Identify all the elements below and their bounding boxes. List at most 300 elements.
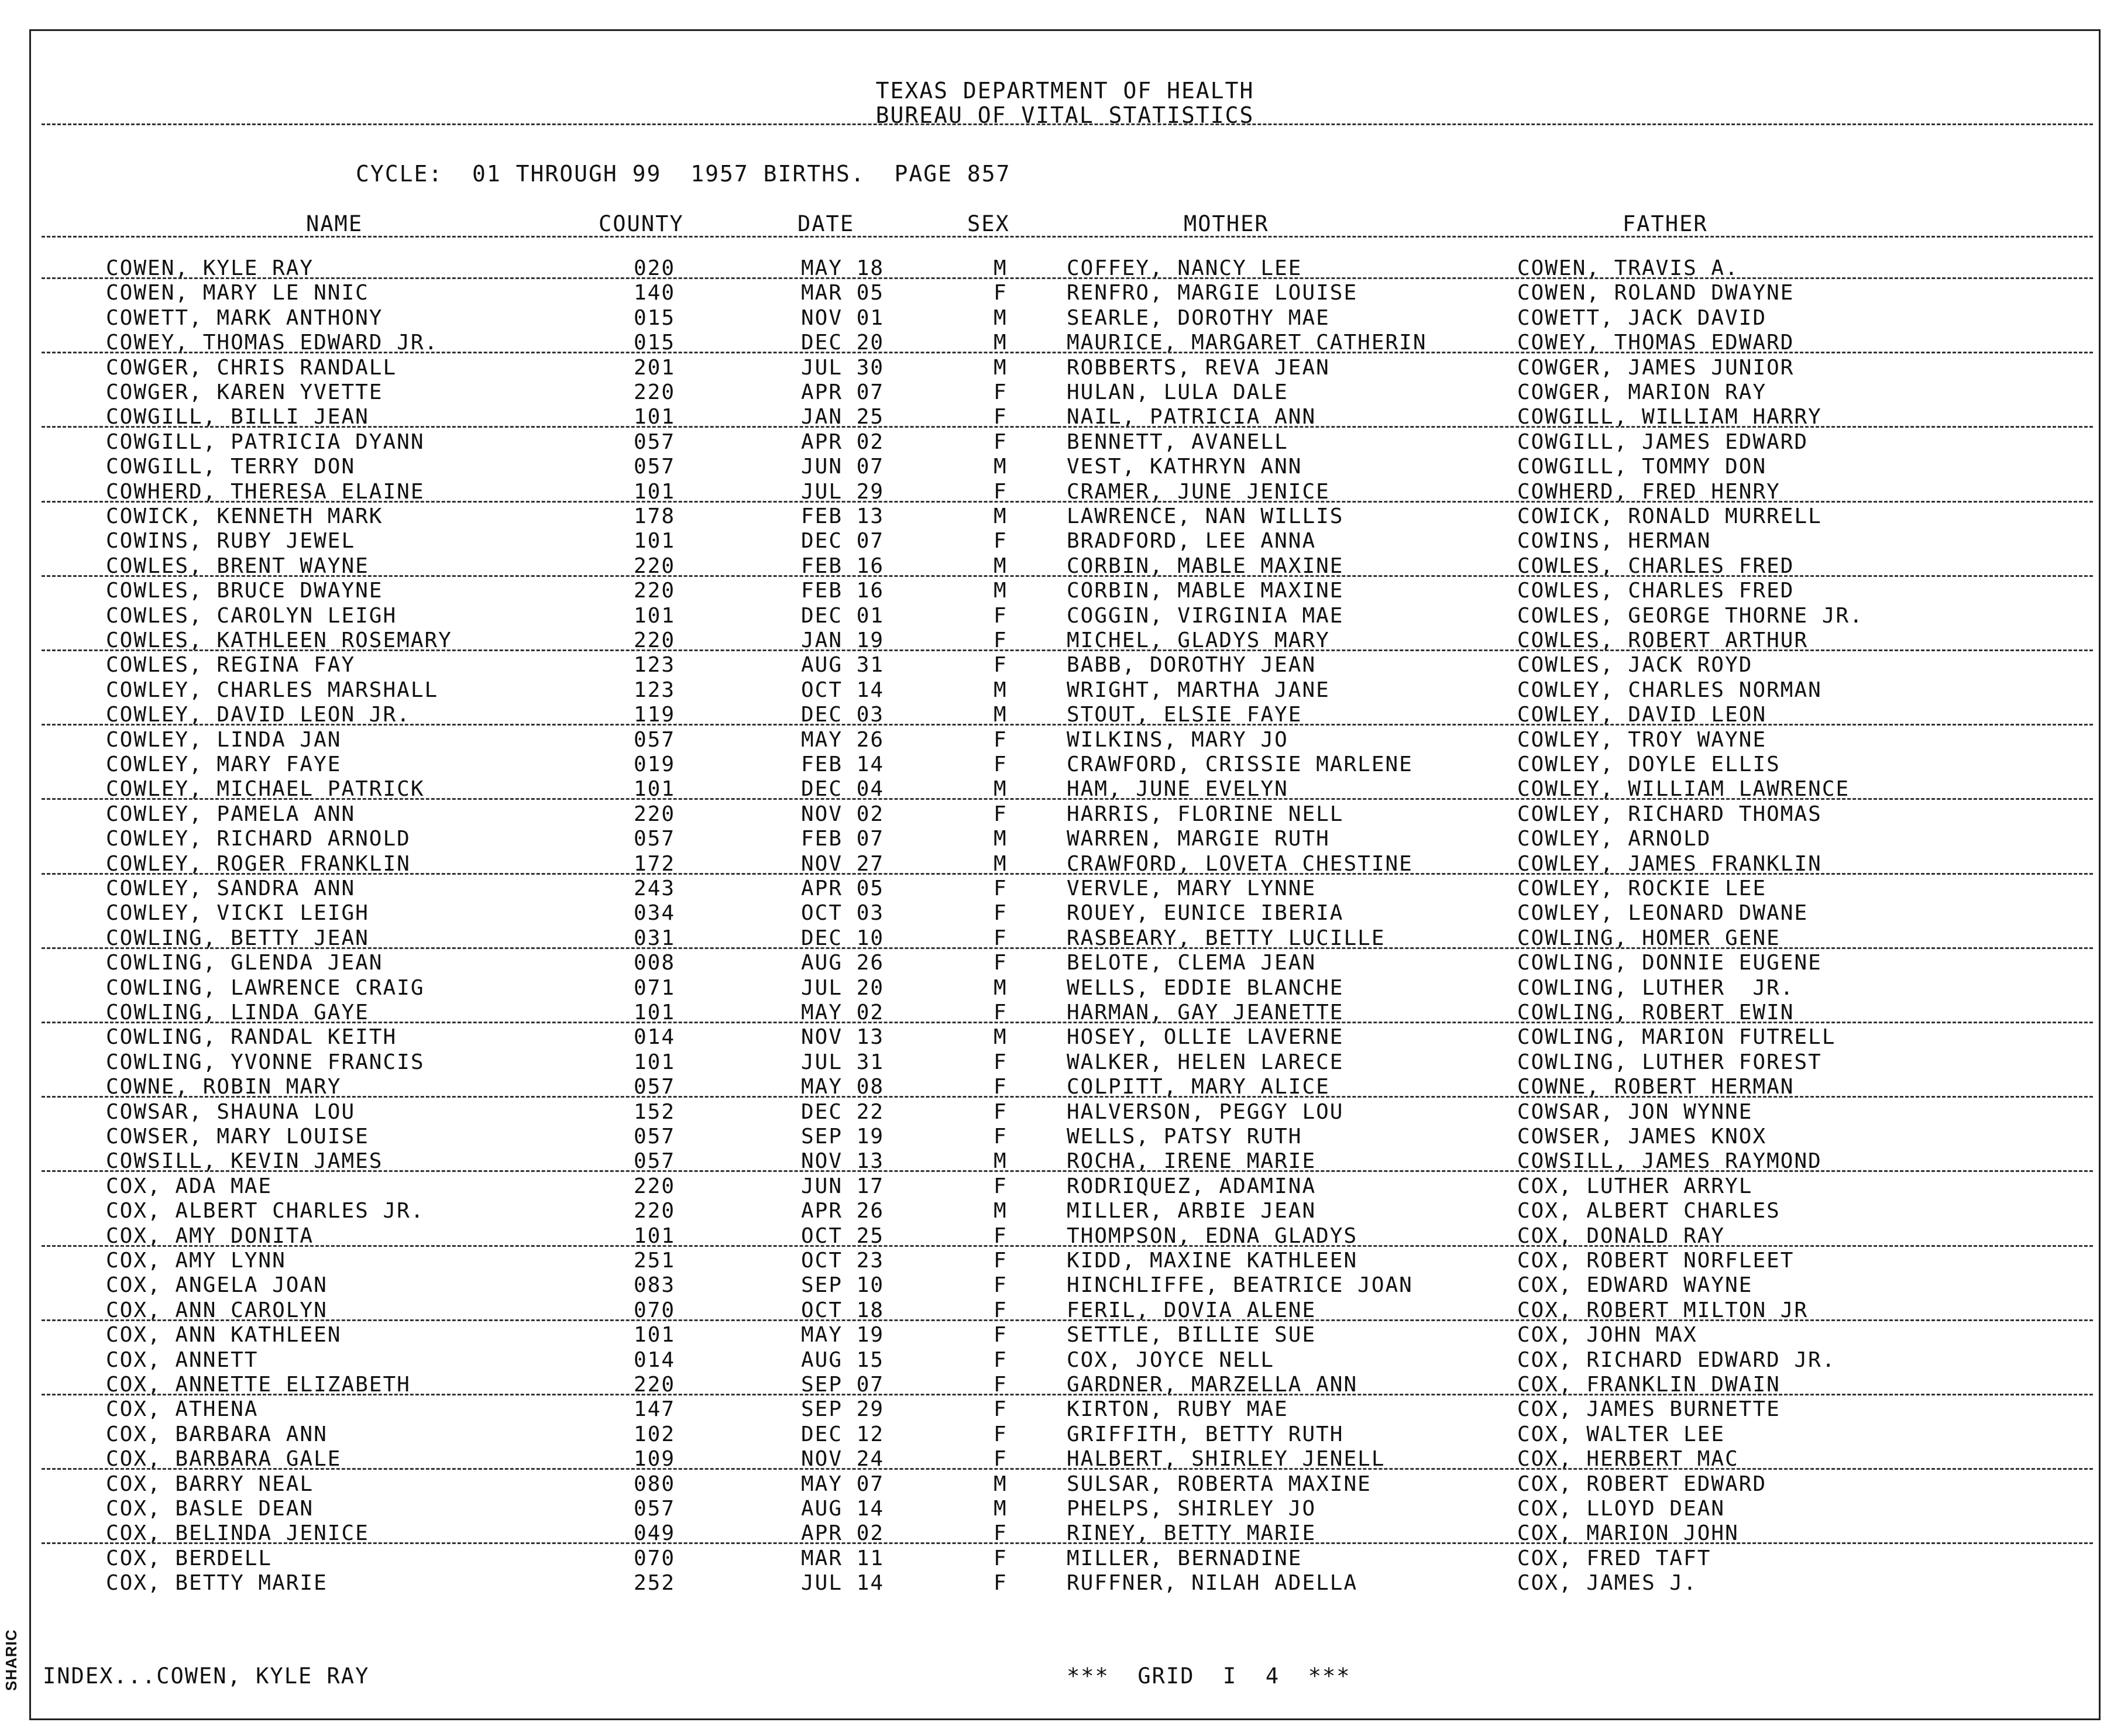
cell-mother: WRIGHT, MARTHA JANE: [1067, 678, 1330, 702]
table-row: [31, 1050, 2099, 1075]
cell-name: COWGER, KAREN YVETTE: [106, 380, 383, 404]
cell-mother: HOSEY, OLLIE LAVERNE: [1067, 1025, 1344, 1050]
column-rule: [42, 236, 2093, 238]
cell-name: COX, BASLE DEAN: [106, 1497, 314, 1521]
cell-date: OCT 25: [801, 1223, 885, 1248]
cell-date: APR 26: [801, 1199, 885, 1223]
cell-father: COWLEY, WILLIAM LAWRENCE: [1517, 777, 1850, 802]
cell-name: COWLING, BETTY JEAN: [106, 926, 369, 950]
cell-mother: VEST, KATHRYN ANN: [1067, 455, 1302, 479]
cell-county: 102: [634, 1422, 676, 1446]
cell-county: 070: [634, 1298, 676, 1322]
cell-mother: COX, JOYCE NELL: [1067, 1347, 1275, 1372]
cell-name: COX, BETTY MARIE: [106, 1571, 328, 1596]
row-separator: [42, 1022, 2093, 1023]
cell-county: 243: [634, 876, 676, 900]
cell-mother: PHELPS, SHIRLEY JO: [1067, 1497, 1316, 1521]
cell-father: COX, ROBERT MILTON JR: [1517, 1298, 1809, 1322]
cell-sex: F: [994, 1174, 1008, 1198]
cell-mother: GRIFFITH, BETTY RUTH: [1067, 1422, 1344, 1446]
cell-father: COX, ROBERT EDWARD: [1517, 1472, 1767, 1496]
cell-mother: HALVERSON, PEGGY LOU: [1067, 1099, 1344, 1124]
cell-county: 057: [634, 455, 676, 479]
cell-father: COWLES, CHARLES FRED: [1517, 554, 1795, 578]
cell-county: 147: [634, 1397, 676, 1422]
cell-mother: ROBBERTS, REVA JEAN: [1067, 355, 1330, 380]
table-row: [31, 827, 2099, 851]
cell-name: COX, BERDELL: [106, 1546, 273, 1570]
cell-date: AUG 14: [801, 1497, 885, 1521]
cell-father: COWGILL, WILLIAM HARRY: [1517, 405, 1822, 429]
cell-father: COWLEY, RICHARD THOMAS: [1517, 802, 1822, 826]
table-row: [31, 876, 2099, 901]
cell-father: COWLEY, JAMES FRANKLIN: [1517, 851, 1822, 876]
cell-father: COX, JAMES BURNETTE: [1517, 1397, 1780, 1422]
cell-mother: SULSAR, ROBERTA MAXINE: [1067, 1472, 1371, 1496]
cell-mother: HARMAN, GAY JEANETTE: [1067, 1001, 1344, 1025]
cell-sex: M: [994, 256, 1008, 280]
row-separator: [42, 873, 2093, 875]
cell-date: AUG 26: [801, 951, 885, 975]
cell-sex: M: [994, 703, 1008, 727]
cell-name: COX, ANN KATHLEEN: [106, 1323, 342, 1347]
cell-name: COWLEY, ROGER FRANKLIN: [106, 851, 411, 876]
cell-date: NOV 13: [801, 1149, 885, 1174]
cell-name: COWNE, ROBIN MARY: [106, 1075, 342, 1099]
cell-county: 101: [634, 479, 676, 504]
cell-date: DEC 04: [801, 777, 885, 802]
cell-name: COWLEY, DAVID LEON JR.: [106, 703, 411, 727]
table-row: [31, 901, 2099, 926]
cell-date: OCT 14: [801, 678, 885, 702]
table-row: [31, 1125, 2099, 1149]
cell-date: JUL 14: [801, 1571, 885, 1596]
cell-mother: CRAMER, JUNE JENICE: [1067, 479, 1330, 504]
cell-father: COX, LUTHER ARRYL: [1517, 1174, 1753, 1198]
cell-date: JUL 29: [801, 479, 885, 504]
cell-date: OCT 18: [801, 1298, 885, 1322]
cell-date: MAY 26: [801, 727, 885, 752]
cell-county: 057: [634, 727, 676, 752]
column-header-sex: SEX: [967, 211, 1010, 236]
cell-date: DEC 20: [801, 331, 885, 355]
cell-sex: F: [994, 405, 1008, 429]
cell-name: COX, BARBARA ANN: [106, 1422, 328, 1446]
cell-name: COWSER, MARY LOUISE: [106, 1125, 369, 1149]
cell-county: 152: [634, 1099, 676, 1124]
cell-county: 057: [634, 1149, 676, 1174]
table-row: [31, 653, 2099, 678]
table-row: [31, 1100, 2099, 1125]
cell-sex: F: [994, 281, 1008, 305]
cell-county: 101: [634, 1323, 676, 1347]
cell-sex: F: [994, 1373, 1008, 1397]
cell-sex: F: [994, 1571, 1008, 1596]
cell-sex: F: [994, 1546, 1008, 1570]
cell-sex: M: [994, 579, 1008, 603]
cell-father: COX, JOHN MAX: [1517, 1323, 1697, 1347]
cell-name: COX, ANNETT: [106, 1347, 259, 1372]
cell-mother: THOMPSON, EDNA GLADYS: [1067, 1223, 1358, 1248]
cell-name: COWLES, REGINA FAY: [106, 653, 356, 678]
table-row: [31, 281, 2099, 305]
table-row: [31, 529, 2099, 554]
cell-name: COX, ANGELA JOAN: [106, 1273, 328, 1298]
cell-sex: F: [994, 628, 1008, 652]
cell-mother: BELOTE, CLEMA JEAN: [1067, 951, 1316, 975]
cell-date: MAY 07: [801, 1472, 885, 1496]
cell-sex: F: [994, 802, 1008, 826]
cell-father: COWLING, LUTHER JR.: [1517, 975, 1795, 1000]
printout-frame: [29, 29, 2101, 1720]
cell-mother: KIDD, MAXINE KATHLEEN: [1067, 1249, 1358, 1273]
cell-sex: F: [994, 1001, 1008, 1025]
cell-date: DEC 01: [801, 603, 885, 628]
table-row: [31, 430, 2099, 455]
cell-name: COX, ALBERT CHARLES JR.: [106, 1199, 425, 1223]
cell-date: NOV 01: [801, 305, 885, 330]
column-header-mother: MOTHER: [1184, 211, 1269, 236]
cell-date: APR 02: [801, 1521, 885, 1546]
cell-father: COX, RICHARD EDWARD JR.: [1517, 1347, 1836, 1372]
cell-father: COWEN, ROLAND DWAYNE: [1517, 281, 1795, 305]
cell-mother: VERVLE, MARY LYNNE: [1067, 876, 1316, 900]
cell-father: COX, MARION JOHN: [1517, 1521, 1739, 1546]
row-separator: [42, 1468, 2093, 1470]
row-separator: [42, 798, 2093, 800]
table-row: [31, 752, 2099, 777]
cell-county: 101: [634, 1050, 676, 1074]
table-row: [31, 380, 2099, 405]
cell-father: COWLES, ROBERT ARTHUR: [1517, 628, 1809, 652]
cell-name: COWLEY, MICHAEL PATRICK: [106, 777, 425, 802]
row-separator: [42, 724, 2093, 726]
column-header-county: COUNTY: [599, 211, 684, 236]
row-separator: [42, 1245, 2093, 1247]
row-separator: [42, 501, 2093, 503]
cell-father: COX, ALBERT CHARLES: [1517, 1199, 1780, 1223]
cell-name: COWGER, CHRIS RANDALL: [106, 355, 397, 380]
cell-date: APR 02: [801, 429, 885, 454]
cell-mother: LAWRENCE, NAN WILLIS: [1067, 504, 1344, 528]
cell-date: JAN 25: [801, 405, 885, 429]
cell-mother: RINEY, BETTY MARIE: [1067, 1521, 1316, 1546]
cell-name: COX, ADA MAE: [106, 1174, 273, 1198]
cell-mother: FERIL, DOVIA ALENE: [1067, 1298, 1316, 1322]
cell-sex: F: [994, 752, 1008, 776]
cell-mother: MILLER, ARBIE JEAN: [1067, 1199, 1316, 1223]
cell-date: JUL 30: [801, 355, 885, 380]
cell-mother: CRAWFORD, CRISSIE MARLENE: [1067, 752, 1413, 776]
header-rule: [42, 123, 2093, 125]
row-separator: [42, 1319, 2093, 1321]
cell-county: 014: [634, 1347, 676, 1372]
cell-sex: F: [994, 1099, 1008, 1124]
cell-mother: BABB, DOROTHY JEAN: [1067, 653, 1316, 678]
table-row: [31, 678, 2099, 703]
cell-father: COWGER, MARION RAY: [1517, 380, 1767, 404]
cell-mother: HINCHLIFFE, BEATRICE JOAN: [1067, 1273, 1413, 1298]
cell-sex: M: [994, 355, 1008, 380]
row-separator: [42, 1394, 2093, 1395]
cell-county: 020: [634, 256, 676, 280]
cell-sex: F: [994, 429, 1008, 454]
side-stamp: [2, 1629, 26, 1703]
cell-mother: SETTLE, BILLIE SUE: [1067, 1323, 1316, 1347]
cell-county: 057: [634, 1125, 676, 1149]
grid-footer: *** GRID I 4 ***: [1067, 1663, 1351, 1689]
cell-mother: SEARLE, DOROTHY MAE: [1067, 305, 1330, 330]
cell-mother: HAM, JUNE EVELYN: [1067, 777, 1288, 802]
cell-name: COWGILL, BILLI JEAN: [106, 405, 369, 429]
cell-county: 220: [634, 380, 676, 404]
cell-name: COWLING, LAWRENCE CRAIG: [106, 975, 425, 1000]
cell-mother: RASBEARY, BETTY LUCILLE: [1067, 926, 1386, 950]
cell-mother: CRAWFORD, LOVETA CHESTINE: [1067, 851, 1413, 876]
cell-name: COWSILL, KEVIN JAMES: [106, 1149, 383, 1174]
cell-mother: WALKER, HELEN LARECE: [1067, 1050, 1344, 1074]
cell-county: 123: [634, 653, 676, 678]
cell-mother: HALBERT, SHIRLEY JENELL: [1067, 1447, 1386, 1472]
cell-sex: M: [994, 331, 1008, 355]
cell-county: 057: [634, 827, 676, 851]
cell-name: COX, BARBARA GALE: [106, 1447, 342, 1472]
table-row: [31, 1199, 2099, 1223]
cell-mother: CORBIN, MABLE MAXINE: [1067, 579, 1344, 603]
cell-mother: BRADFORD, LEE ANNA: [1067, 529, 1316, 554]
cell-sex: M: [994, 554, 1008, 578]
cell-county: 119: [634, 703, 676, 727]
cell-county: 057: [634, 429, 676, 454]
cell-mother: RENFRO, MARGIE LOUISE: [1067, 281, 1358, 305]
row-separator: [42, 352, 2093, 353]
cell-father: COWLES, GEORGE THORNE JR.: [1517, 603, 1864, 628]
cell-sex: F: [994, 1298, 1008, 1322]
table-row: [31, 1422, 2099, 1447]
cell-sex: F: [994, 1422, 1008, 1446]
cell-name: COWEY, THOMAS EDWARD JR.: [106, 331, 439, 355]
department-title: TEXAS DEPARTMENT OF HEALTH: [875, 78, 1254, 104]
cell-date: JUN 17: [801, 1174, 885, 1198]
cell-name: COWGILL, TERRY DON: [106, 455, 356, 479]
cell-name: COWLES, CAROLYN LEIGH: [106, 603, 397, 628]
cell-name: COWLING, GLENDA JEAN: [106, 951, 383, 975]
cell-date: SEP 07: [801, 1373, 885, 1397]
cell-father: COWLING, MARION FUTRELL: [1517, 1025, 1836, 1050]
cell-father: COWSILL, JAMES RAYMOND: [1517, 1149, 1822, 1174]
cell-father: COWETT, JACK DAVID: [1517, 305, 1767, 330]
cell-sex: F: [994, 1223, 1008, 1248]
cell-sex: M: [994, 851, 1008, 876]
cell-mother: STOUT, ELSIE FAYE: [1067, 703, 1302, 727]
cell-father: COWLING, DONNIE EUGENE: [1517, 951, 1822, 975]
cell-name: COWLEY, SANDRA ANN: [106, 876, 356, 900]
cell-date: MAY 18: [801, 256, 885, 280]
cell-sex: F: [994, 1323, 1008, 1347]
cell-county: 008: [634, 951, 676, 975]
cell-date: JUN 07: [801, 455, 885, 479]
cell-sex: F: [994, 1249, 1008, 1273]
cell-sex: M: [994, 1025, 1008, 1050]
table-row: [31, 1397, 2099, 1422]
cell-mother: BENNETT, AVANELL: [1067, 429, 1288, 454]
cell-name: COWETT, MARK ANTHONY: [106, 305, 383, 330]
cell-date: AUG 31: [801, 653, 885, 678]
cell-date: SEP 19: [801, 1125, 885, 1149]
cell-mother: WELLS, PATSY RUTH: [1067, 1125, 1302, 1149]
cell-county: 220: [634, 802, 676, 826]
cell-county: 220: [634, 628, 676, 652]
cell-father: COX, HERBERT MAC: [1517, 1447, 1739, 1472]
cell-sex: F: [994, 1397, 1008, 1422]
cell-father: COX, WALTER LEE: [1517, 1422, 1725, 1446]
cell-name: COWLEY, CHARLES MARSHALL: [106, 678, 439, 702]
cell-name: COWLING, LINDA GAYE: [106, 1001, 369, 1025]
table-row: [31, 1323, 2099, 1347]
cell-date: DEC 12: [801, 1422, 885, 1446]
table-row: [31, 455, 2099, 479]
table-row: [31, 1348, 2099, 1373]
cell-name: COWHERD, THERESA ELAINE: [106, 479, 425, 504]
cell-father: COWLEY, LEONARD DWANE: [1517, 901, 1809, 926]
cell-sex: F: [994, 1447, 1008, 1472]
side-stamp-text: SHARIC: [2, 1629, 20, 1691]
table-row: [31, 604, 2099, 628]
cell-sex: F: [994, 876, 1008, 900]
cell-name: COX, AMY DONITA: [106, 1223, 314, 1248]
cell-father: COX, ROBERT NORFLEET: [1517, 1249, 1795, 1273]
cell-name: COX, ANNETTE ELIZABETH: [106, 1373, 411, 1397]
cell-county: 101: [634, 603, 676, 628]
cell-name: COWLEY, PAMELA ANN: [106, 802, 356, 826]
cell-name: COWLEY, LINDA JAN: [106, 727, 342, 752]
cell-county: 101: [634, 777, 676, 802]
row-separator: [42, 575, 2093, 577]
cell-father: COX, FRED TAFT: [1517, 1546, 1711, 1570]
cell-name: COWLING, RANDAL KEITH: [106, 1025, 397, 1050]
cell-name: COWLES, BRUCE DWAYNE: [106, 579, 383, 603]
bureau-title: BUREAU OF VITAL STATISTICS: [875, 102, 1254, 128]
table-row: [31, 1472, 2099, 1497]
cell-mother: KIRTON, RUBY MAE: [1067, 1397, 1288, 1422]
cell-sex: F: [994, 926, 1008, 950]
table-row: [31, 728, 2099, 752]
cell-sex: M: [994, 1199, 1008, 1223]
table-row: [31, 1174, 2099, 1199]
cell-county: 101: [634, 405, 676, 429]
cell-date: MAY 19: [801, 1323, 885, 1347]
cell-county: 109: [634, 1447, 676, 1472]
cell-date: FEB 16: [801, 554, 885, 578]
cell-name: COWLEY, VICKI LEIGH: [106, 901, 369, 926]
cell-date: DEC 10: [801, 926, 885, 950]
table-row: [31, 802, 2099, 827]
cell-county: 172: [634, 851, 676, 876]
cell-date: NOV 13: [801, 1025, 885, 1050]
cell-date: JUL 31: [801, 1050, 885, 1074]
cell-father: COWSER, JAMES KNOX: [1517, 1125, 1767, 1149]
cell-county: 083: [634, 1273, 676, 1298]
cell-father: COX, JAMES J.: [1517, 1571, 1697, 1596]
cell-father: COWLES, JACK ROYD: [1517, 653, 1753, 678]
cell-father: COWLEY, DOYLE ELLIS: [1517, 752, 1780, 776]
cell-mother: RODRIQUEZ, ADAMINA: [1067, 1174, 1316, 1198]
cell-mother: MICHEL, GLADYS MARY: [1067, 628, 1330, 652]
cell-name: COWEN, MARY LE NNIC: [106, 281, 369, 305]
cell-father: COX, EDWARD WAYNE: [1517, 1273, 1753, 1298]
cell-mother: COLPITT, MARY ALICE: [1067, 1075, 1330, 1099]
cell-name: COX, ANN CAROLYN: [106, 1298, 328, 1322]
cell-date: MAR 05: [801, 281, 885, 305]
cell-county: 220: [634, 1373, 676, 1397]
cell-name: COX, ATHENA: [106, 1397, 259, 1422]
cell-name: COWGILL, PATRICIA DYANN: [106, 429, 425, 454]
table-row: [31, 579, 2099, 603]
cell-mother: MAURICE, MARGARET CATHERIN: [1067, 331, 1427, 355]
cell-county: 140: [634, 281, 676, 305]
cell-father: COWLING, LUTHER FOREST: [1517, 1050, 1822, 1074]
row-separator: [42, 1170, 2093, 1172]
table-row: [31, 1025, 2099, 1050]
cell-father: COWLEY, ROCKIE LEE: [1517, 876, 1767, 900]
cell-mother: CORBIN, MABLE MAXINE: [1067, 554, 1344, 578]
cell-father: COWLEY, TROY WAYNE: [1517, 727, 1767, 752]
cell-name: COWLING, YVONNE FRANCIS: [106, 1050, 425, 1074]
row-separator: [42, 649, 2093, 651]
table-row: [31, 356, 2099, 380]
cycle-line: CYCLE: 01 THROUGH 99 1957 BIRTHS. PAGE 857: [356, 161, 1011, 187]
cell-county: 080: [634, 1472, 676, 1496]
table-row: [31, 1546, 2099, 1571]
cell-father: COWLES, CHARLES FRED: [1517, 579, 1795, 603]
cell-mother: COFFEY, NANCY LEE: [1067, 256, 1302, 280]
cell-father: COWEN, TRAVIS A.: [1517, 256, 1739, 280]
table-row: [31, 976, 2099, 1001]
cell-name: COWINS, RUBY JEWEL: [106, 529, 356, 554]
cell-sex: F: [994, 1050, 1008, 1074]
cell-sex: F: [994, 653, 1008, 678]
cell-date: OCT 23: [801, 1249, 885, 1273]
column-header-name: NAME: [306, 211, 363, 236]
cell-county: 101: [634, 1223, 676, 1248]
cell-county: 019: [634, 752, 676, 776]
cell-sex: F: [994, 529, 1008, 554]
cell-sex: F: [994, 1075, 1008, 1099]
cell-name: COWLEY, MARY FAYE: [106, 752, 342, 776]
cell-sex: M: [994, 1149, 1008, 1174]
cell-father: COWICK, RONALD MURRELL: [1517, 504, 1822, 528]
cell-date: DEC 03: [801, 703, 885, 727]
cell-date: DEC 07: [801, 529, 885, 554]
cell-county: 071: [634, 975, 676, 1000]
column-header-date: DATE: [798, 211, 855, 236]
cell-name: COX, BARRY NEAL: [106, 1472, 314, 1496]
cell-date: FEB 07: [801, 827, 885, 851]
cell-county: 015: [634, 331, 676, 355]
cell-sex: F: [994, 1125, 1008, 1149]
cell-father: COWNE, ROBERT HERMAN: [1517, 1075, 1795, 1099]
row-separator: [42, 1542, 2093, 1544]
cell-mother: WARREN, MARGIE RUTH: [1067, 827, 1330, 851]
cell-date: MAY 02: [801, 1001, 885, 1025]
table-row: [31, 504, 2099, 529]
cell-date: NOV 27: [801, 851, 885, 876]
cell-county: 101: [634, 1001, 676, 1025]
row-separator: [42, 426, 2093, 428]
cell-father: COWLING, ROBERT EWIN: [1517, 1001, 1795, 1025]
cell-county: 034: [634, 901, 676, 926]
cell-father: COX, FRANKLIN DWAIN: [1517, 1373, 1780, 1397]
